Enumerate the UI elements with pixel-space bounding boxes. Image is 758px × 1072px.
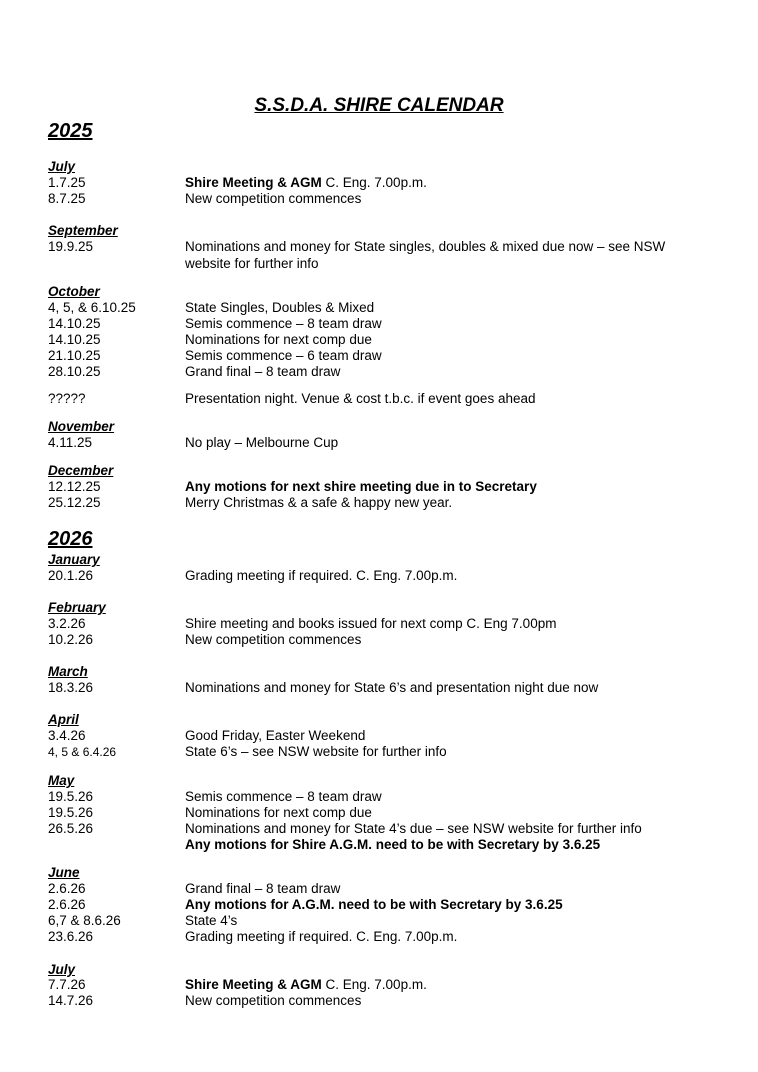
- month-heading-july-2025: July: [48, 159, 76, 174]
- event-description: Presentation night. Venue & cost t.b.c. if event goes ahead: [185, 391, 536, 406]
- event-description: Nominations for next comp due: [185, 805, 372, 820]
- event-description: Semis commence – 8 team draw: [185, 789, 382, 804]
- event-date: 4.11.25: [48, 435, 93, 450]
- event-description: New competition commences: [185, 993, 362, 1008]
- event-description: Grading meeting if required. C. Eng. 7.00p.m.: [185, 568, 458, 583]
- event-description: Any motions for A.G.M. need to be with Secretary by 3.6.25: [185, 897, 563, 912]
- event-date: 19.5.26: [48, 805, 94, 820]
- month-heading-january-2026: January: [48, 552, 100, 567]
- event-date: 3.4.26: [48, 728, 86, 743]
- month-heading-april-2026: April: [48, 712, 79, 727]
- event-date: 26.5.26: [48, 821, 94, 836]
- event-description: Nominations for next comp due: [185, 332, 372, 347]
- event-date: 8.7.25: [48, 191, 86, 206]
- event-description: Nominations and money for State 6’s and presentation night due now: [185, 680, 599, 695]
- month-heading-july-2026: July: [48, 962, 76, 977]
- event-description: Grand final – 8 team draw: [185, 881, 341, 896]
- event-date: 1.7.25: [48, 175, 86, 190]
- event-date: 2.6.26: [48, 897, 86, 912]
- event-description: Merry Christmas & a safe & happy new year.: [185, 495, 453, 510]
- year-heading-2025: 2025: [48, 120, 93, 142]
- event-description: Grading meeting if required. C. Eng. 7.00p.m.: [185, 929, 458, 944]
- event-date: 25.12.25: [48, 495, 101, 510]
- event-date: 20.1.26: [48, 568, 94, 583]
- event-description: No play – Melbourne Cup: [185, 435, 339, 450]
- event-description: Shire meeting and books issued for next comp C. Eng 7.00pm: [185, 616, 557, 631]
- event-date: 10.2.26: [48, 632, 94, 647]
- year-heading-2026: 2026: [48, 528, 93, 550]
- event-date: 14.10.25: [48, 332, 101, 347]
- month-heading-june-2026: June: [48, 865, 80, 880]
- event-date: 7.7.26: [48, 977, 86, 992]
- page-title: S.S.D.A. SHIRE CALENDAR: [254, 95, 504, 116]
- event-date: 4, 5, & 6.10.25: [48, 300, 136, 315]
- event-description: Any motions for Shire A.G.M. need to be with Secretary by 3.6.25: [185, 837, 601, 852]
- event-description: State 4’s: [185, 913, 238, 928]
- event-date: 14.7.26: [48, 993, 94, 1008]
- event-date: 18.3.26: [48, 680, 94, 695]
- event-date: 6,7 & 8.6.26: [48, 913, 121, 928]
- event-date: 19.5.26: [48, 789, 94, 804]
- event-description: Nominations and money for State singles, doubles & mixed due now – see NSW: [185, 239, 666, 254]
- event-date: 28.10.25: [48, 364, 101, 379]
- event-date: 14.10.25: [48, 316, 101, 331]
- month-heading-february-2026: February: [48, 600, 106, 615]
- event-description: Shire Meeting & AGM C. Eng. 7.00p.m.: [185, 977, 427, 992]
- event-description: Shire Meeting & AGM C. Eng. 7.00p.m.: [185, 175, 427, 190]
- event-description: Any motions for next shire meeting due in to Secretary: [185, 479, 537, 494]
- month-heading-september-2025: September: [48, 223, 118, 238]
- event-date: 21.10.25: [48, 348, 101, 363]
- event-description: Semis commence – 8 team draw: [185, 316, 382, 331]
- event-description: Nominations and money for State 4’s due – see NSW website for further info: [185, 821, 642, 836]
- event-date: 23.6.26: [48, 929, 94, 944]
- event-description: Semis commence – 6 team draw: [185, 348, 382, 363]
- event-description: New competition commences: [185, 191, 362, 206]
- event-description: Grand final – 8 team draw: [185, 364, 341, 379]
- event-description: State Singles, Doubles & Mixed: [185, 300, 375, 315]
- event-date: 4, 5 & 6.4.26: [48, 745, 117, 759]
- month-heading-december-2025: December: [48, 463, 114, 478]
- event-date: 3.2.26: [48, 616, 86, 631]
- event-date: 2.6.26: [48, 881, 86, 896]
- month-heading-november-2025: November: [48, 419, 115, 434]
- month-heading-october-2025: October: [48, 284, 100, 299]
- event-date: 19.9.25: [48, 239, 94, 254]
- event-description: New competition commences: [185, 632, 362, 647]
- event-date: 12.12.25: [48, 479, 101, 494]
- event-description: State 6’s – see NSW website for further info: [185, 744, 447, 759]
- event-description: Good Friday, Easter Weekend: [185, 728, 366, 743]
- month-heading-may-2026: May: [48, 773, 75, 788]
- event-date: ?????: [48, 391, 86, 406]
- month-heading-march-2026: March: [48, 664, 88, 679]
- event-description: website for further info: [185, 256, 319, 271]
